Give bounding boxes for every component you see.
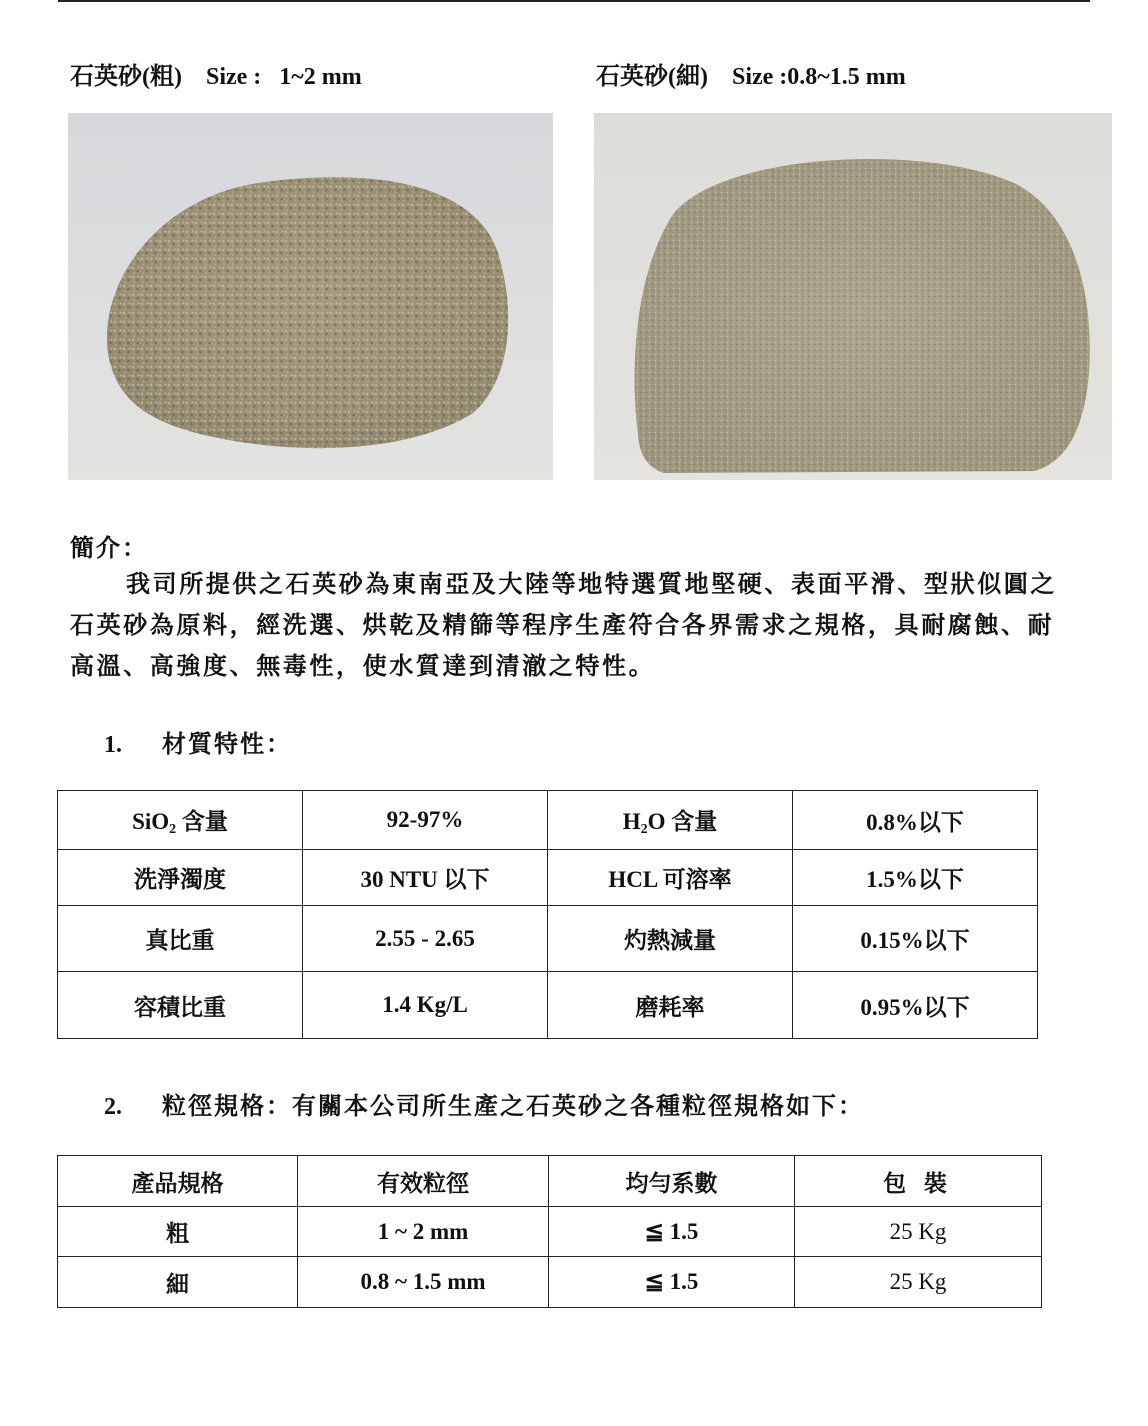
- sio2-sub: 2: [169, 821, 177, 837]
- table-cell: 0.95%以下: [793, 972, 1038, 1039]
- table-cell: 灼熱減量: [548, 906, 793, 972]
- table-cell: 92-97%: [303, 791, 548, 850]
- table-cell: 1.5%以下: [793, 850, 1038, 906]
- section1-title: 材質特性：: [162, 732, 292, 758]
- table-row: [58, 972, 1038, 1039]
- table-cell: 0.8 ~ 1.5 mm: [298, 1257, 549, 1308]
- section2-number: 2.: [104, 1094, 122, 1120]
- particle-size-table: [57, 1155, 1042, 1308]
- intro-title: 簡介：: [70, 536, 148, 562]
- coarse-sand-photo: [68, 113, 553, 480]
- table-cell: 0.8%以下: [793, 791, 1038, 850]
- table-row: [58, 1207, 1042, 1257]
- table-cell: ≦ 1.5: [549, 1257, 795, 1308]
- section1-number: 1.: [104, 732, 122, 758]
- table-cell: 細: [58, 1257, 298, 1308]
- table-row: [58, 850, 1038, 906]
- h2o-sub: 2: [640, 821, 648, 837]
- fine-size: Size :0.8~1.5 mm: [731, 64, 906, 90]
- table-cell: 0.15%以下: [793, 906, 1038, 972]
- sio2-pre: SiO: [132, 808, 170, 834]
- table-header-cell: 有效粒徑: [298, 1156, 549, 1207]
- h2o-pre: H: [622, 808, 641, 834]
- table-header-cell: 包 裝: [795, 1156, 1042, 1207]
- table-cell: 1.4 Kg/L: [303, 972, 548, 1039]
- coarse-caption: [70, 56, 362, 91]
- section1-heading: [104, 724, 292, 759]
- table-cell: 25 Kg: [795, 1257, 1042, 1308]
- h2o-post: O 含量: [647, 808, 718, 834]
- fine-sand-photo: [594, 113, 1112, 480]
- table-cell: 30 NTU 以下: [303, 850, 548, 906]
- section2-title: 粒徑規格：有關本公司所生產之石英砂之各種粒徑規格如下：: [162, 1094, 864, 1120]
- table-cell: [58, 791, 303, 850]
- table-row: [58, 791, 1038, 850]
- intro-body: 我司所提供之石英砂為東南亞及大陸等地特選質地堅硬、表面平滑、型狀似圓之石英砂為原料，經洗選、烘乾及精篩等程序生產符合各界需求之規格，具耐腐蝕、耐高溫、高強度、無毒性，使水質達到清澈之特性。: [70, 572, 1057, 680]
- table-cell: HCL 可溶率: [548, 850, 793, 906]
- table-cell: 容積比重: [58, 972, 303, 1039]
- table-cell: 粗: [58, 1207, 298, 1257]
- table-cell: ≦ 1.5: [549, 1207, 795, 1257]
- material-properties-table: [57, 790, 1038, 1039]
- table-cell: 磨耗率: [548, 972, 793, 1039]
- top-rule: [58, 0, 1090, 2]
- table-cell: [548, 791, 793, 850]
- fine-caption: [596, 56, 906, 91]
- fine-name: 石英砂(細): [596, 64, 708, 90]
- table-cell: 洗淨濁度: [58, 850, 303, 906]
- table-cell: 1 ~ 2 mm: [298, 1207, 549, 1257]
- table-cell: 25 Kg: [795, 1207, 1042, 1257]
- coarse-size: Size : 1~2 mm: [205, 64, 362, 90]
- table-cell: 真比重: [58, 906, 303, 972]
- table-header-cell: 均勻系數: [549, 1156, 795, 1207]
- coarse-name: 石英砂(粗): [70, 64, 182, 90]
- table-row: [58, 906, 1038, 972]
- sio2-post: 含量: [176, 808, 228, 834]
- section2-heading: [104, 1086, 864, 1121]
- table-cell: 2.55 - 2.65: [303, 906, 548, 972]
- table-row: [58, 1257, 1042, 1308]
- table-header-cell: 產品規格: [58, 1156, 298, 1207]
- table-header-row: [58, 1156, 1042, 1207]
